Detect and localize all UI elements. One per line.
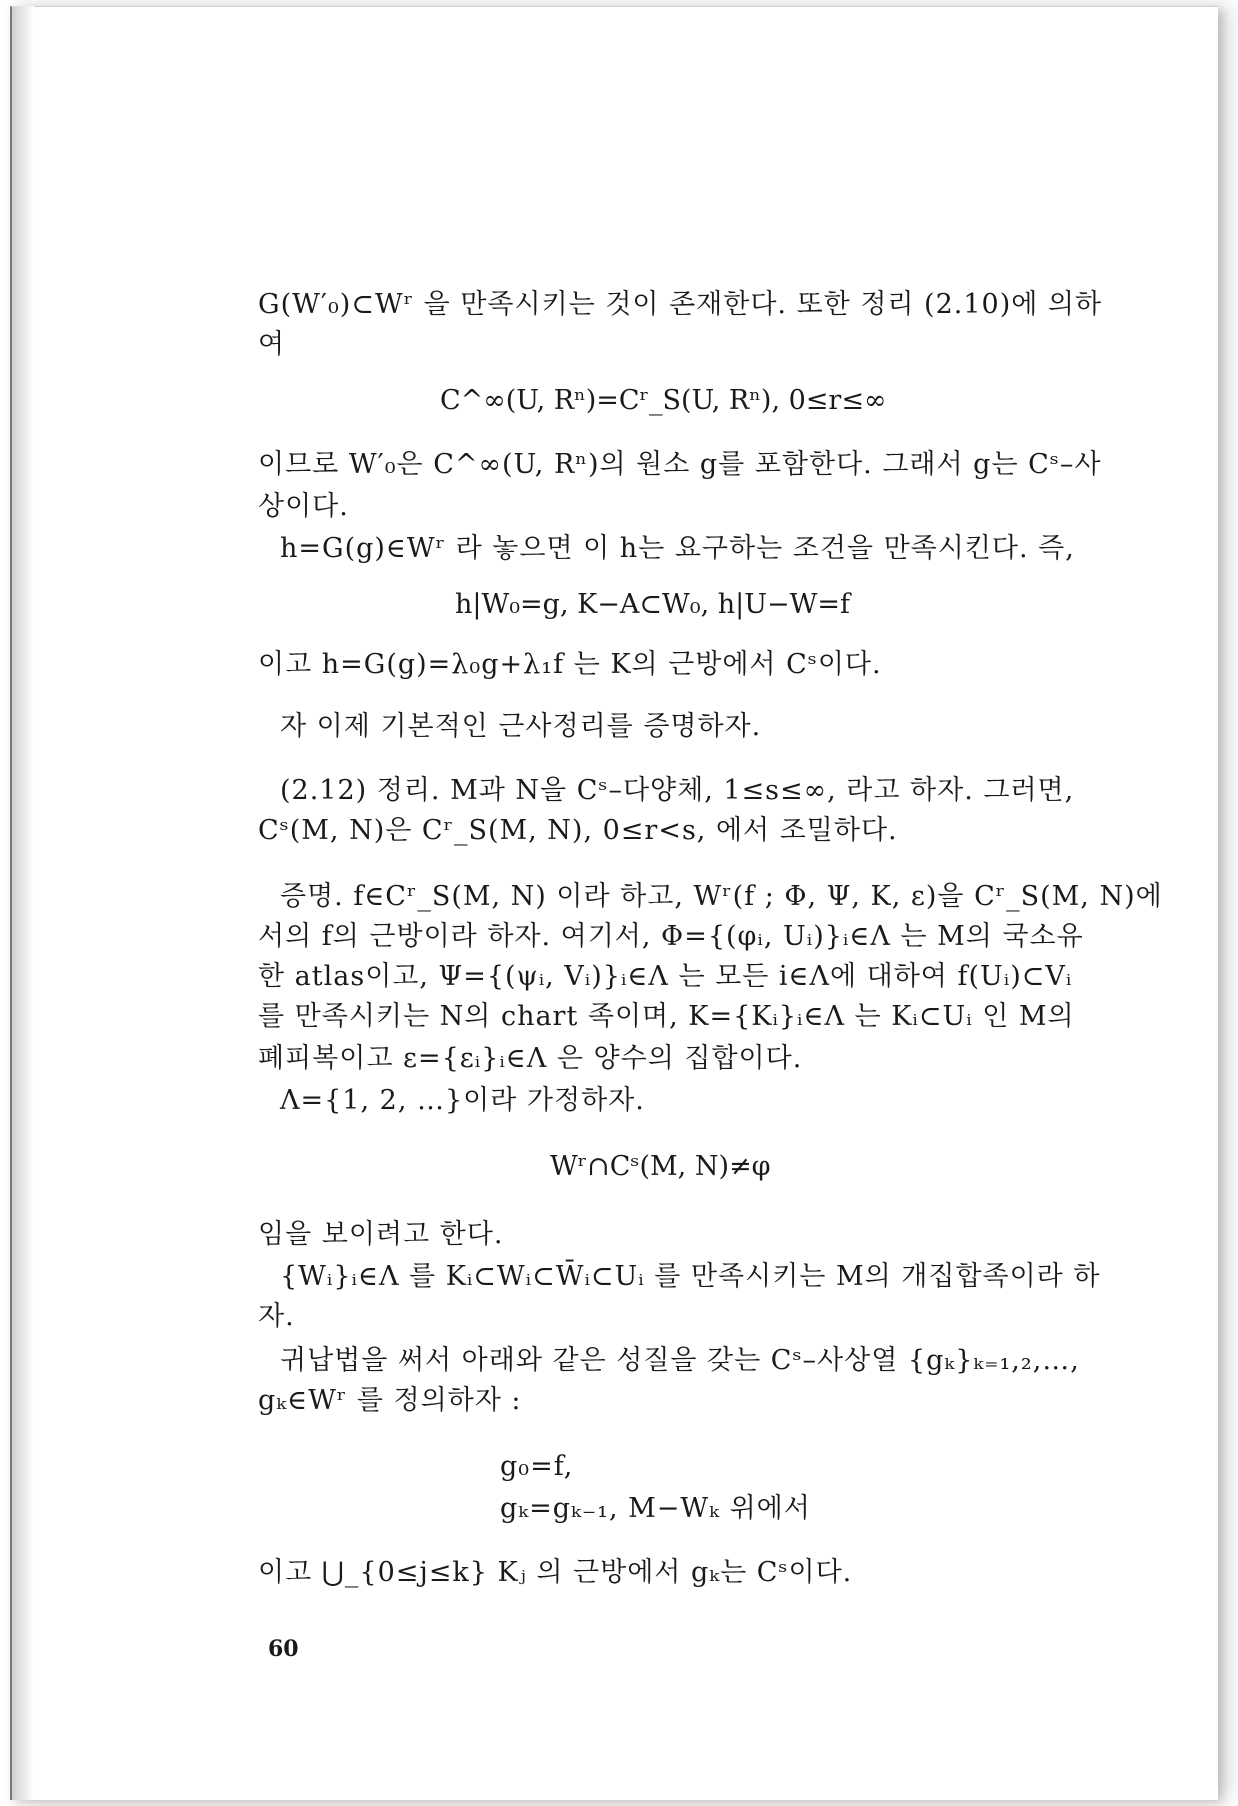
text-line: 이고 h=G(g)=λ₀g+λ₁f 는 K의 근방에서 Cˢ이다.: [258, 649, 882, 680]
text-line: 자.: [258, 1301, 295, 1332]
equation: h|W₀=g, K−A⊂W₀, h|U−W=f: [455, 589, 851, 620]
text-line: 귀납법을 써서 아래와 같은 성질을 갖는 Cˢ–사상열 {gₖ}ₖ₌₁,₂,…,: [280, 1345, 1080, 1376]
text-line: 임을 보이려고 한다.: [258, 1219, 504, 1250]
text-line: Λ={1, 2, …}이라 가정하자.: [280, 1085, 645, 1116]
text-line: h=G(g)∈Wʳ 라 놓으면 이 h는 요구하는 조건을 만족시킨다. 즉,: [280, 533, 1075, 564]
theorem-heading: (2.12) 정리. M과 N을 Cˢ–다양체, 1≤s≤∞, 라고 하자. 그러면,: [280, 775, 1075, 806]
text-line: 폐피복이고 ε={εᵢ}ᵢ∈Λ 은 양수의 집합이다.: [258, 1043, 803, 1074]
text-line: {Wᵢ}ᵢ∈Λ 를 Kᵢ⊂Wᵢ⊂W̄ᵢ⊂Uᵢ 를 만족시키는 M의 개집합족이라 하: [280, 1261, 1101, 1292]
equation: gₖ=gₖ₋₁, M−Wₖ 위에서: [500, 1493, 811, 1524]
equation: g₀=f,: [500, 1451, 574, 1482]
text-line: 이므로 W′₀은 C^∞(U, Rⁿ)의 원소 g를 포함한다. 그래서 g는 Cˢ–사: [258, 449, 1102, 480]
text-line: 한 atlas이고, Ψ={(ψᵢ, Vᵢ)}ᵢ∈Λ 는 모든 i∈Λ에 대하여 f(Uᵢ)⊂Vᵢ: [258, 961, 1073, 992]
text-line: 상이다.: [258, 491, 349, 522]
equation: C^∞(U, Rⁿ)=Cʳ_S(U, Rⁿ), 0≤r≤∞: [440, 385, 887, 416]
text-line: 자 이제 기본적인 근사정리를 증명하자.: [280, 711, 762, 742]
text-line: 를 만족시키는 N의 chart 족이며, K={Kᵢ}ᵢ∈Λ 는 Kᵢ⊂Uᵢ 인 M의: [258, 1001, 1075, 1032]
text-line: 여: [258, 329, 286, 360]
text-line: gₖ∈Wʳ 를 정의하자 :: [258, 1385, 522, 1416]
page-number: 60: [268, 1636, 299, 1662]
proof-line: 증명. f∈Cʳ_S(M, N) 이라 하고, Wʳ(f ; Φ, Ψ, K, ε)을 Cʳ_S(M, N)에: [280, 881, 1163, 912]
text-line: 이고 ⋃_{0≤j≤k} Kⱼ 의 근방에서 gₖ는 Cˢ이다.: [258, 1557, 853, 1588]
text-line: G(W′₀)⊂Wʳ 을 만족시키는 것이 존재한다. 또한 정리 (2.10)에 의하: [258, 289, 1103, 320]
text-line: Cˢ(M, N)은 Cʳ_S(M, N), 0≤r<s, 에서 조밀하다.: [258, 815, 898, 846]
equation: Wʳ∩Cˢ(M, N)≠φ: [550, 1151, 771, 1182]
text-line: 서의 f의 근방이라 하자. 여기서, Φ={(φᵢ, Uᵢ)}ᵢ∈Λ 는 M의 국소유: [258, 921, 1084, 952]
